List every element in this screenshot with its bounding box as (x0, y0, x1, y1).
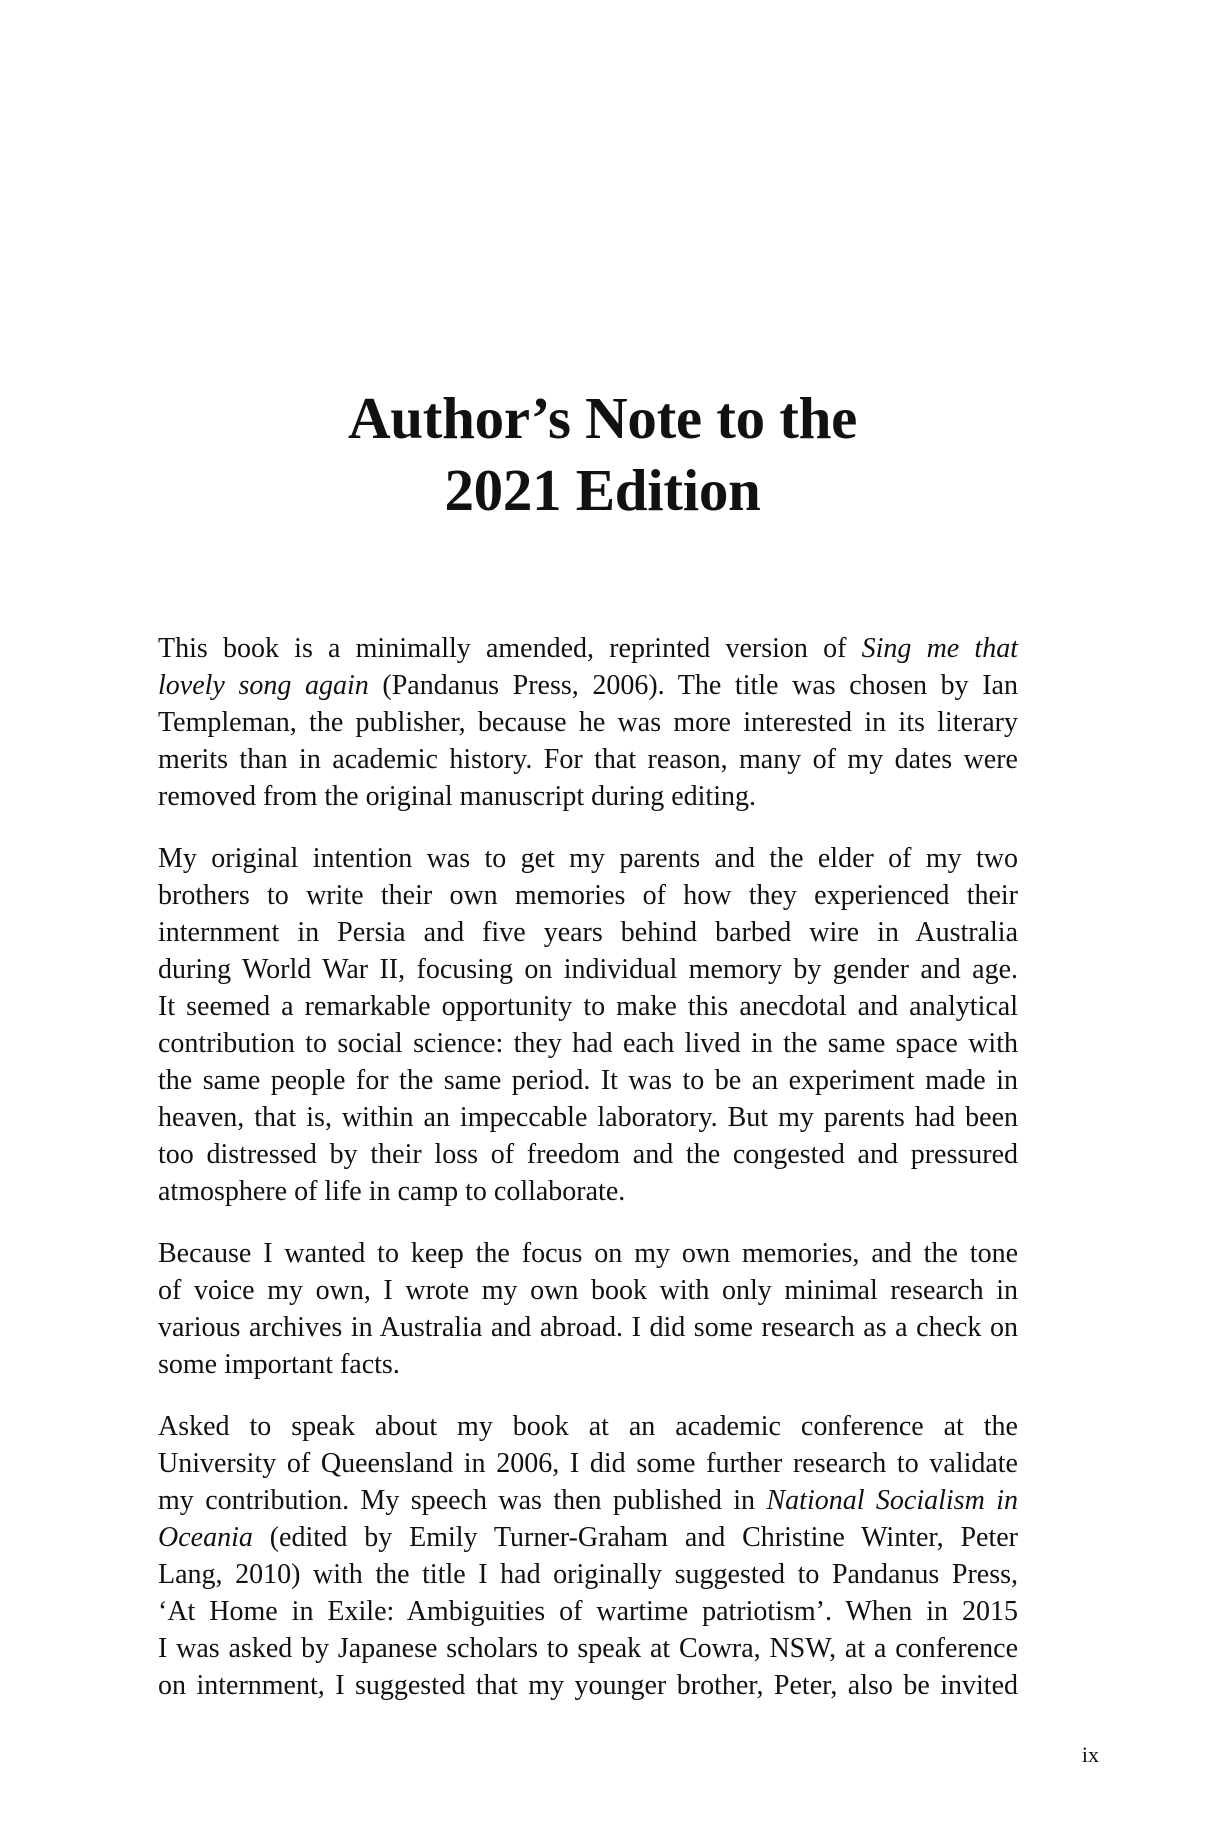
italic-title: Oceania (158, 1522, 253, 1553)
text-line: internment in Persia and five years behind barbed wire in Australia (158, 917, 1018, 948)
paragraph-4 (158, 1408, 1018, 1704)
text-line: on internment, I suggested that my younger brother, Peter, also be invited (158, 1670, 1018, 1701)
text-line: of voice my own, I wrote my own book with only minimal research in (158, 1275, 1018, 1306)
text-line: Oceania (edited by Emily Turner-Graham and Christine Winter, Peter (158, 1522, 1018, 1553)
text-line: My original intention was to get my parents and the elder of my two (158, 843, 1018, 874)
text-line: removed from the original manuscript during editing. (158, 781, 756, 812)
text-line: too distressed by their loss of freedom and the congested and pressured (158, 1139, 1018, 1170)
title-line-1: Author’s Note to the (347, 385, 858, 451)
italic-title: National Socialism in (766, 1485, 1018, 1516)
italic-title: lovely song again (158, 670, 369, 701)
text-line: University of Queensland in 2006, I did some further research to validate (158, 1448, 1018, 1479)
paragraph-1 (158, 630, 1018, 815)
paragraph-2 (158, 840, 1018, 1210)
page-title (0, 382, 1205, 526)
text-line: during World War II, focusing on individual memory by gender and age. (158, 954, 1018, 985)
title-line-2: 2021 Edition (444, 457, 761, 523)
text-line: Templeman, the publisher, because he was more interested in its literary (158, 707, 1018, 738)
text-line: lovely song again (Pandanus Press, 2006). The title was chosen by Ian (158, 670, 1018, 701)
body-text (158, 630, 1018, 1729)
text-line: atmosphere of life in camp to collaborate. (158, 1176, 626, 1207)
text-line: various archives in Australia and abroad. I did some research as a check on (158, 1312, 1018, 1343)
text-line: the same people for the same period. It was to be an experiment made in (158, 1065, 1018, 1096)
text-line: ‘At Home in Exile: Ambiguities of wartime patriotism’. When in 2015 (158, 1596, 1018, 1627)
text-line: contribution to social science: they had each lived in the same space with (158, 1028, 1018, 1059)
text-line: my contribution. My speech was then published in National Socialism in (158, 1485, 1018, 1516)
text-line: Asked to speak about my book at an academic conference at the (158, 1411, 1018, 1442)
paragraph-3 (158, 1235, 1018, 1383)
text-line: some important facts. (158, 1349, 400, 1380)
text-line: brothers to write their own memories of how they experienced their (158, 880, 1018, 911)
text-line: Because I wanted to keep the focus on my own memories, and the tone (158, 1238, 1018, 1269)
text-line: This book is a minimally amended, reprinted version of Sing me that (158, 633, 1018, 664)
italic-title: Sing me that (861, 633, 1018, 664)
page-number: ix (1081, 1742, 1099, 1767)
text-line: heaven, that is, within an impeccable laboratory. But my parents had been (158, 1102, 1018, 1133)
text-line: Lang, 2010) with the title I had originally suggested to Pandanus Press, (158, 1559, 1018, 1590)
text-line: It seemed a remarkable opportunity to make this anecdotal and analytical (158, 991, 1018, 1022)
text-line: merits than in academic history. For that reason, many of my dates were (158, 744, 1018, 775)
text-line: I was asked by Japanese scholars to speak at Cowra, NSW, at a conference (158, 1633, 1018, 1664)
